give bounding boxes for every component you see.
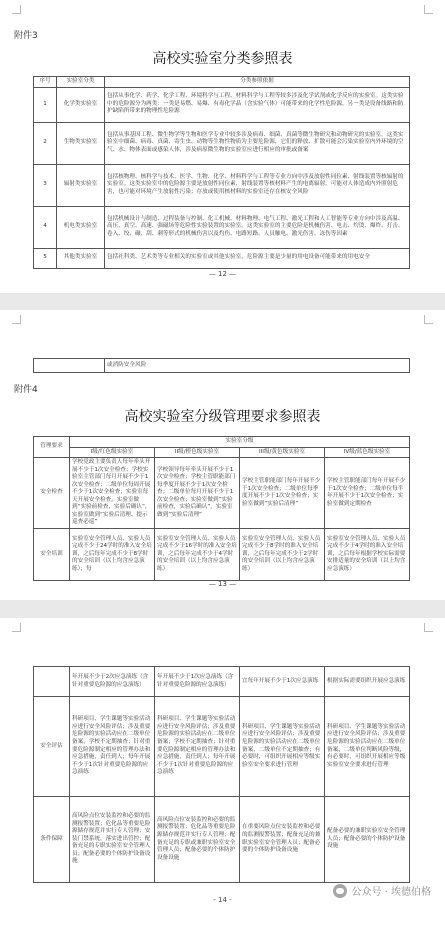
row-number: 2 [34,122,57,164]
wechat-icon [333,884,347,898]
crop-mark [424,623,433,632]
row-category: 辐射类实验室 [57,164,105,206]
row-basis: 包括社科类、艺术类等专业相关的实验室或其他实验室，危险源主要是少量的用电设备可能带来的用电安全 [105,248,410,268]
table-row [34,122,410,164]
level-cell: 学校主管职能部门每年开展不少于1次安全检查；二级单位每季度开展不少于1次安全检查；实验室做到“实验后清理” [240,458,325,529]
requirement-label: 条件保障 [34,797,70,883]
header-level-group: 实验室分级 [70,437,410,448]
table-row [34,458,410,529]
table-row [34,206,410,248]
level-cell: 配备必要的兼职实验室安全管理人员；配备必要的个体防护设备设施 [325,797,410,883]
header-requirement: 管理要求 [34,437,70,458]
level-cell: 科研项目、学生课题等实验活动应进行安全风险评估；涉及重要危险源的实验活动应在二级单位备案，二级单位不定期抽查；有必要时，可组织开展相应等级实验室安全要求进行管理 [240,697,325,797]
header-level-2: II级/橙色级实验室 [155,447,240,458]
page-number: — 12 — [208,270,237,278]
row-number: 1 [34,87,57,122]
row-category: 化学类实验室 [57,87,105,122]
row-basis: 包括从事基因工程、微生物学等生物和医学专业中较多涉及病毒、细菌、真菌等微生物研究和动物研究的实验室。这类实验室中细菌、病毒、真菌、寄生虫、动物等生物性物质为主要危险源，它们的释放、扩散可能会污染实验室内外环境的空气、水、物体表面或感染人体，涉及病原微生物的实验室应进行相应的审批或备案 [105,122,410,164]
continuation-table [33,358,410,373]
level-cell: 年开展不少于1次应急演练（含针对重要危险源的应急演练） [155,667,240,697]
table-row [34,164,410,206]
table-row [34,529,410,581]
header-level-3: III级/黄色级实验室 [240,447,325,458]
requirement-label [34,667,70,697]
level-cell: 高风险点位安装监控和必要的监测报警装置；危化品等重要危险源储存规范并实行专人管理；安装门禁系统，落实进出管控；配备充足的专职实验室安全管理人员；配备必要的个体防护设备设施 [70,797,155,883]
crop-mark [12,315,21,324]
row-category: 生物类实验室 [57,122,105,164]
crop-mark [12,5,21,14]
document-page-14 [0,618,445,930]
table-header-row [34,437,410,448]
level-cell: 根据实际需要组织开展应急演练 [325,667,410,697]
level-cell: 高风险点位安装监控和必要的监测报警装置；危化品等重要危险源储存规范并实行专人管理；配备充足的专职或兼职实验室安全管理人员；配备必要的个体防护设备设施 [155,797,240,883]
table-row [34,359,410,373]
level-cell: 学校领导每年牵头开展不少于1次安全检查；学校主管职能部门每季度开展不少于1次安全检查；二级单位每月开展不少于1次安全检查；实验室做到“实验前检查，实验后确认”，实验室做到“实验后清理” [155,458,240,529]
table-row [34,248,410,268]
level-cell: 实验室安全管理人员、实验人员完成不少于16学时的准入安全培训，之后每年完成不少于4学时的安全培训（以上均含应急演练） [155,529,240,581]
requirement-label: 安全培训 [34,529,70,581]
table-row [34,697,410,797]
header-level-1: I级/红色级实验室 [70,447,155,458]
level-cell: 实验室安全管理人员、实验人员完成不少于4学时的准入安全培训，之后每年根据学校实际需要安排适量的安全培训（以上均含应急演练） [325,529,410,581]
crop-mark [424,5,433,14]
level-cell: 宜每年开展不少于1次应急演练 [240,667,325,697]
level-cell: 在重要风险点位安装监控和必要的监测报警装置；配备充足的兼职实验室安全管理人员；配备必要的个体防护设备设施 [240,797,325,883]
level-cell: 科研项目、学生课题等实验活动应进行安全风险评估；涉及重要危险源的实验活动应在二级单位备案，二级单位判断风险等级，有必要时，可组织开展相应等级实验室安全要求进行管理 [325,697,410,797]
table-row [34,667,410,697]
page-title: 高校实验室分类参照表 [152,51,293,67]
grading-table-continued [33,666,410,883]
requirement-label: 安全评估 [34,697,70,797]
header-cell: 序号 [34,77,57,88]
attachment-label: 附件4 [14,385,38,395]
crop-mark [12,623,21,632]
watermark-text: 公众号 · 埃德伯格 [351,887,431,898]
header-cell: 分类参照依据 [105,77,410,88]
level-cell: 科研项目、学生课题等实验活动应进行安全风险评估；涉及重要危险源的实验活动应在二级单位备案，学校不定期抽查；针对重要危险源制定相应的管理办法和应急措施，责任到人；每年开展不少于1次针对重要危险源的应急演练 [70,697,155,797]
page-title: 高校实验室分级管理要求参照表 [124,409,321,425]
crop-mark [424,315,433,324]
page-number: — 13 — [208,580,237,588]
empty-cell [34,359,105,373]
level-cell: 年开展不少于2次应急演练（含针对重要危险源的应急演练） [70,667,155,697]
level-cell: 学校党政主要负责人每年牵头开展不少于1次安全检查；学校实验室主管部门每月开展不少于1次安全检查；二级单位每周开展不少于1次安全检查；实验室每天开展安全检查，实验室做到“实验前检查，实验后确认”，实验室做到“实验后清理、提示巡查必巡” [70,458,155,529]
row-number: 5 [34,248,57,268]
level-cell: 实验室安全管理人员、实验人员完成不少于24学时的准入安全培训，之后每年完成不少于8学时的安全培训（以上均含应急演练）；每 [70,529,155,581]
continuation-text: 或消防安全风险 [105,359,410,373]
header-cell: 实验室分类 [57,77,105,88]
row-category: 其他类实验室 [57,248,105,268]
level-cell: 学校主管职能部门每年开展不少于1次安全检查；二级单位每半年开展不少于1次安全检查；实验室做到定期检查 [325,458,410,529]
header-level-4: IV级/蓝色级实验室 [325,447,410,458]
row-number: 4 [34,206,57,248]
requirement-label: 安全检查 [34,458,70,529]
row-category: 机电类实验室 [57,206,105,248]
classification-table [33,76,410,269]
attachment-label: 附件3 [14,31,38,41]
table-header-row [34,447,410,458]
grading-table [33,436,410,581]
table-row [34,87,410,122]
row-basis: 包括机械设计与制造、过程装备与控制、化工机械、材料物理、电气工程、激光工程和人工智能等专业方向中涉及高温、高压、真空、高速、强磁场等危险性实验装置的实验室。这类实验室的主要危险是机械伤害、电击、灼烫、爆炸、打击、卷入、绞、碾、刮、刺等形式的机械伤害以及灼伤、电路短路、人员触电、激光伤害、冻伤等因素 [105,206,410,248]
level-cell: 科研项目、学生课题等实验活动应进行安全风险评估；涉及重要危险源的实验活动应在二级单位备案；学校不定期抽查；针对重要危险源制定相应的管理办法和应急措施，责任到人；每年开展不少于1次针对重要危险源的应急演练 [155,697,240,797]
table-header-row [34,77,410,88]
table-row [34,797,410,883]
page-number: - 14 - [213,896,232,904]
level-cell: 实验室安全管理人员、实验人员完成不少于8学时的准入安全培训，之后每年完成不少于2学时的安全培训（以上均含应急演练） [240,529,325,581]
document-page-13 [0,310,445,600]
watermark [333,883,431,898]
row-basis: 包括核物理、核科学与技术、医学、生物、化学、材料科学与工程等专业方向中涉及放射性同位素、射线装置等核辐射的实验室。这类实验室中的危险源主要是放射性同位素、射线装置等核材料产生的电离辐射，可能对人体造成内外照射危害，也可能对环境产生放射性污染；存放或使用核材料的实验室还存在核安全风险 [105,164,410,206]
document-page-12 [0,0,445,293]
row-number: 3 [34,164,57,206]
row-basis: 包括从事化学、药学、化学工程、环境科学与工程、材料科学与工程等较多涉及化学试剂或化学反应的实验室。这类实验中的危险源分为两类：一类是易燃、易爆、有毒化学品（含实验气体）可能带来的化学性危险源，另一类是设备线路和防护缺陷所带来的物理性危险源 [105,87,410,122]
